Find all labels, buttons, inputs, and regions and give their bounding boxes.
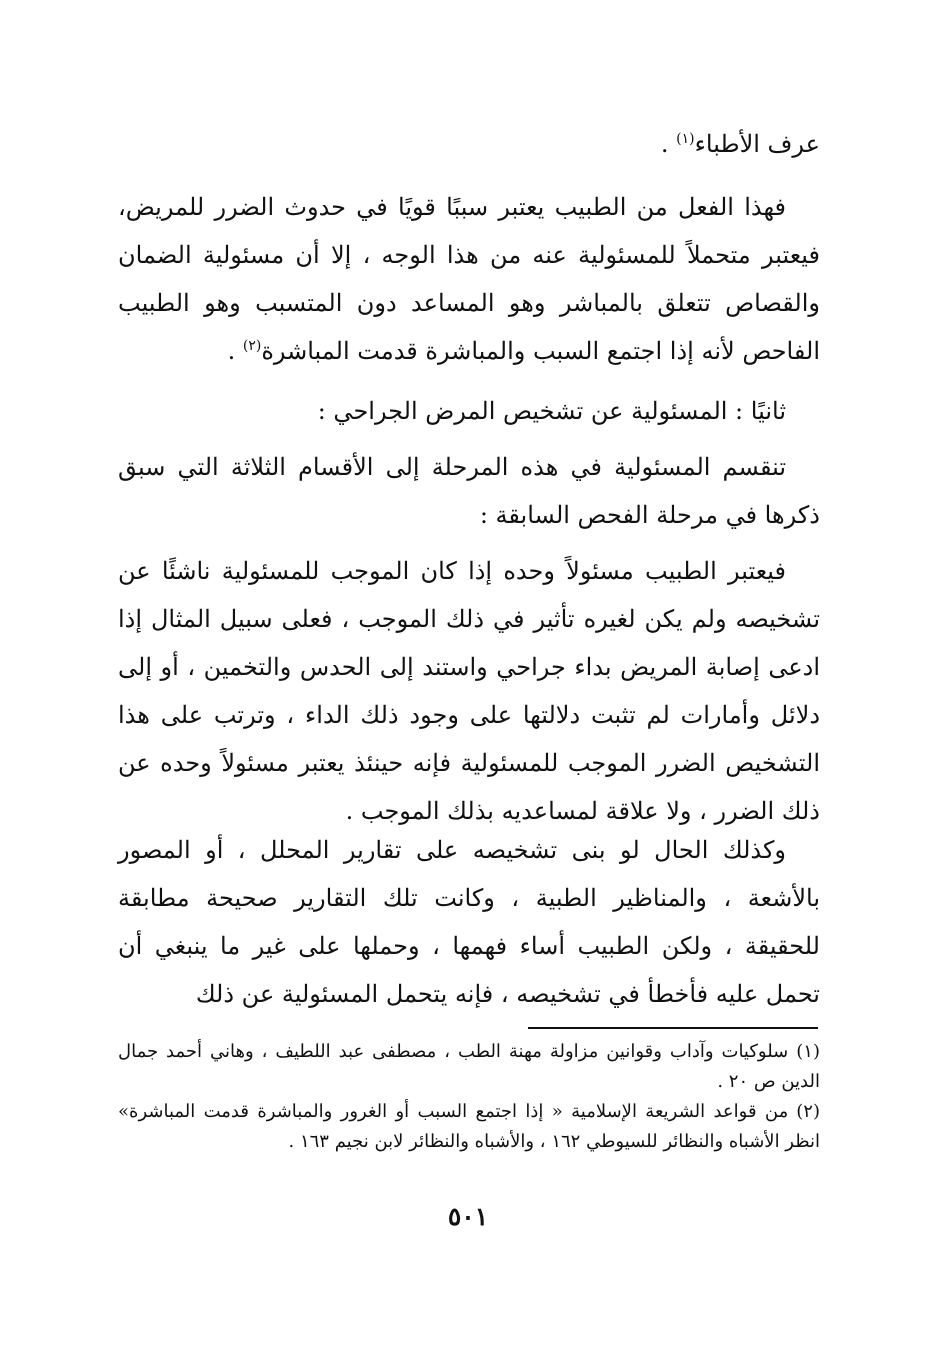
paragraph-3 (118, 547, 820, 835)
footnotes (118, 1037, 820, 1157)
footnote-text: سلوكيات وآداب وقوانين مزاولة مهنة الطب ، مصطفى عبد اللطيف ، وهاني أحمد جمال الدين ص ٢٠ . (118, 1041, 820, 1092)
footnote-text: من قواعد الشريعة الإسلامية « إذا اجتمع السبب أو الغرور والمباشرة قدمت المباشرة» انظر الأشباه والنظائر للسيوطي ١٦٢ ، والأشباه والنظائر لابن نجيم ١٦٣ . (118, 1101, 820, 1152)
footnote-2 (118, 1097, 820, 1157)
paragraph-1 (118, 183, 820, 375)
page-number: ٥٠١ (447, 1202, 489, 1231)
section-heading (118, 387, 820, 435)
footnote-number: (٢) (796, 1101, 820, 1122)
paragraph-1-end: . (227, 337, 243, 365)
lead-text: عرف الأطباء (694, 130, 820, 158)
footnote-1 (118, 1037, 820, 1097)
paragraph-3-text: فيعتبر الطبيب مسئولاً وحده إذا كان الموجب للمسئولية ناشئًا عن تشخيصه ولم يكن لغيره تأثير في ذلك الموجب ، فعلى سبيل المثال إذا ادعى إصابة المريض بداء جراحي واستند إلى الحدس والتخمين ، أو إلى دلائل وأمارات لم تثبت دلالتها على وجود ذلك الداء ، وترتب على هذا التشخيص الضرر الموجب للمسئولية فإنه حينئذ يعتبر مسئولاً وحده عن ذلك الضرر ، ولا علاقة لمساعديه بذلك الموجب . (118, 557, 820, 825)
paragraph-4 (118, 826, 820, 1018)
paragraph-2-text: تنقسم المسئولية في هذه المرحلة إلى الأقسام الثلاثة التي سبق ذكرها في مرحلة الفحص السابقة : (118, 453, 820, 529)
paragraph-2 (118, 443, 820, 539)
footnote-number: (١) (796, 1041, 820, 1062)
footnote-ref-1[interactable]: (١) (676, 131, 695, 147)
paragraph-4-text: وكذلك الحال لو بنى تشخيصه على تقارير المحلل ، أو المصور بالأشعة ، والمناظير الطبية ، وكانت تلك التقارير صحيحة مطابقة للحقيقة ، ولكن الطبيب أساء فهمها ، وحملها على غير ما ينبغي أن تحمل عليه فأخطأ في تشخيصه ، فإنه يتحمل المسئولية عن ذلك (118, 836, 820, 1008)
lead-line (118, 120, 820, 168)
lead-end: . (660, 130, 677, 158)
paragraph-1-text: فهذا الفعل من الطبيب يعتبر سببًا قويًا في حدوث الضرر للمريض، فيعتبر متحملاً للمسئولية عنه من هذا الوجه ، إلا أن مسئولية الضمان والقصاص تتعلق بالمباشر وهو المساعد دون المتسبب وهو الطبيب الفاحص لأنه إذا اجتمع السبب والمباشرة قدمت المباشرة (118, 193, 820, 365)
footnote-ref-2[interactable]: (٢) (242, 338, 262, 354)
section-heading-text: ثانيًا : المسئولية عن تشخيص المرض الجراحي : (317, 397, 786, 425)
footnote-divider (528, 1027, 818, 1029)
